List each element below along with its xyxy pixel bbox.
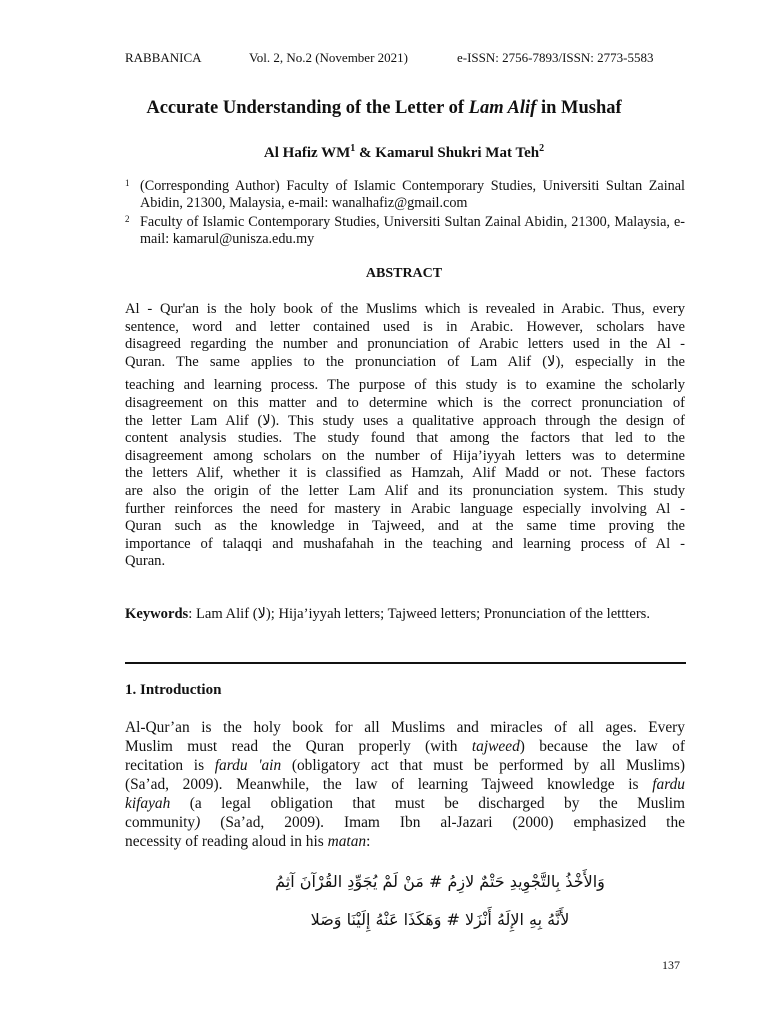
keywords bbox=[125, 602, 685, 627]
affiliation-2 bbox=[125, 214, 685, 248]
abstract-line: the letters Alif, whether it is classified as Hamzah, Alif Madd or not. These factors bbox=[125, 465, 685, 482]
issn-info: e-ISSN: 2756-7893/ISSN: 2773-5583 bbox=[457, 50, 654, 65]
abstract-line: teaching and learning process. The purpose of this study is to examine the scholarly bbox=[125, 377, 685, 394]
affiliation-number: 2 bbox=[125, 214, 130, 224]
volume-info: Vol. 2, No.2 (November 2021) bbox=[249, 50, 408, 65]
title-italic: Lam Alif bbox=[468, 98, 537, 118]
abstract-line: disagreement among scholars on the number of Hija’iyyah letters was to determine bbox=[125, 447, 685, 464]
affiliation-text: Faculty of Islamic Contemporary Studies, Universiti Sultan Zainal Abidin, 21300, Malaysia, e-mail: kamarul@unisza.edu.my bbox=[140, 214, 685, 247]
keywords-text: : Lam Alif (لا); Hija’iyyah letters; Tajweed letters; Pronunciation of the lettters. bbox=[188, 606, 651, 622]
affiliation-1 bbox=[125, 178, 685, 212]
affiliation-text: (Corresponding Author) Faculty of Islamic Contemporary Studies, Universiti Sultan Zainal Abidin, 21300, Malaysia, e-mail: wanalhafiz@gmail.com bbox=[140, 178, 685, 211]
abstract-line: sentence, word and letter contained used is in Arabic. However, scholars have bbox=[125, 318, 685, 335]
intro-line: kifayah (a legal obligation that must be discharged by the Muslim bbox=[125, 795, 685, 812]
intro-line: recitation is fardu 'ain (obligatory act that must be performed by all Muslims) bbox=[125, 757, 685, 774]
keywords-label: Keywords bbox=[125, 606, 189, 622]
journal-name: RABBANICA bbox=[125, 50, 202, 65]
abstract-heading: ABSTRACT bbox=[365, 266, 443, 281]
abstract-line: further reinforces the need for mastery in Arabic language especially involving Al - bbox=[125, 500, 685, 517]
abstract-line: Quran. The same applies to the pronunciation of Lam Alif (لا), especially in the bbox=[125, 353, 685, 370]
intro-line: Muslim must read the Quran properly (with tajweed) because the law of bbox=[125, 738, 685, 755]
introduction-body bbox=[125, 718, 685, 851]
abstract-line: Quran such as the knowledge in Tajweed, and at the same time proving the bbox=[125, 518, 685, 535]
affiliation-number: 1 bbox=[125, 178, 130, 188]
intro-line: (Sa’ad, 2009). Meanwhile, the law of learning Tajweed knowledge is fardu bbox=[125, 776, 685, 793]
author-line: Al Hafiz $WM^1$ & Kamarul Shukri Mat Teh$^2$ bbox=[263, 143, 545, 161]
section-heading: 1. Introduction bbox=[125, 682, 222, 698]
abstract-line: disagreement on this matter and to determine which is the correct pronunciation of bbox=[125, 394, 685, 411]
abstract-body bbox=[125, 301, 685, 571]
intro-line: necessity of reading aloud in his matan: bbox=[125, 833, 371, 850]
abstract-line: Al - Qur'an is the holy book of the Muslims which is revealed in Arabic. Thus, every bbox=[125, 301, 685, 317]
abstract-line: content analysis studies. The study found that among the factors that led to the bbox=[125, 430, 685, 447]
paper-title: Accurate Understanding of the Letter of Lam Alif in Mushaf bbox=[146, 98, 622, 118]
arabic-verse-line-1: وَالأَخْذُ بِالتَّجْوِيدِ حَتْمٌ لازِمُ # مَنْ لَمْ يُجَوِّدِ القُرْآنَ آثِمُ bbox=[275, 872, 605, 891]
author-2: Kamarul Shukri Mat Teh bbox=[375, 145, 540, 161]
intro-line: Al-Qur’an is the holy book for all Muslims and miracles of all ages. Every bbox=[125, 719, 685, 736]
abstract-line: the letter Lam Alif (لا). This study uses a qualitative approach through the design of bbox=[125, 412, 685, 429]
section-divider bbox=[125, 662, 686, 664]
abstract-line: are also the origin of the letter Lam Alif and its pronunciation system. This study bbox=[125, 482, 685, 499]
author-1: Al Hafiz WM bbox=[263, 145, 351, 161]
abstract-line: disagreed regarding the number and pronunciation of Arabic letters used in the Al - bbox=[125, 336, 685, 353]
abstract-line: importance of talaqqi and mushafahah in the teaching and learning process of Al - bbox=[125, 535, 685, 552]
intro-line: community) (Sa’ad, 2009). Imam Ibn al-Jazari (2000) emphasized the bbox=[125, 814, 685, 831]
arabic-verse-line-2: لأَنَّهُ بِهِ الإِلَهُ أَنْزَلا # وَهَكَذَا عَنْهُ إِلَيْنَا وَصَلا bbox=[310, 910, 570, 929]
abstract-line: Quran. bbox=[125, 553, 166, 570]
page-number: 137 bbox=[662, 958, 680, 972]
